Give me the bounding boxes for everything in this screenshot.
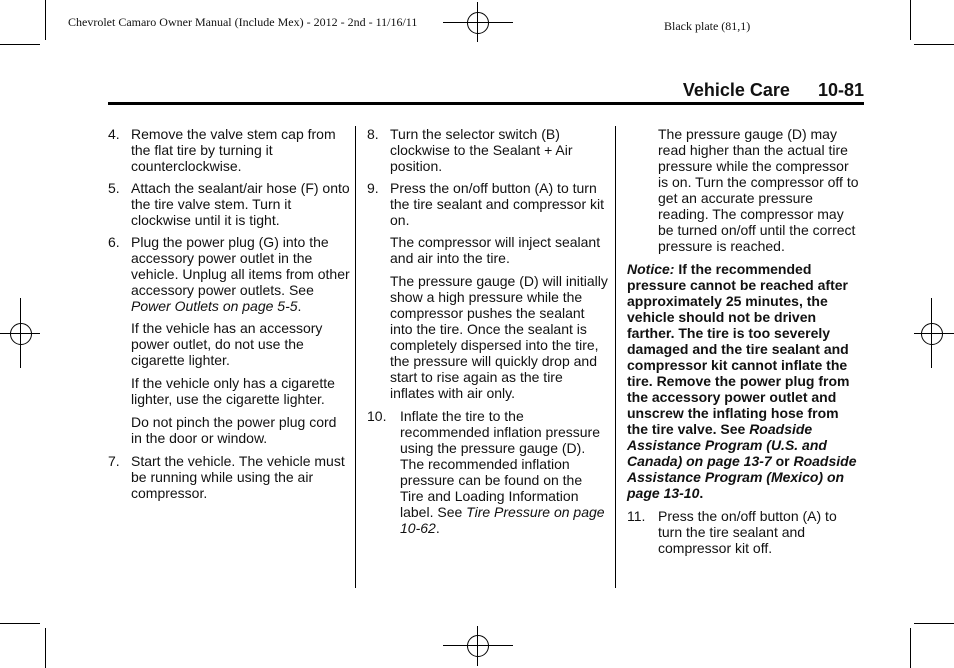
crop-mark [0,44,40,45]
crop-mark [910,0,911,40]
cross-reference-link[interactable]: Roadside Assistance Program (Mexico) on page 13-10 [627,453,857,501]
crop-mark [910,628,911,668]
header-rule [108,102,864,105]
print-header-left: Chevrolet Camaro Owner Manual (Include Mex) - 2012 - 2nd - 11/16/11 [68,15,418,29]
list-item: 4. Remove the valve stem cap from the flat tire by turning it counterclockwise. [108,126,336,174]
page-number: 10-81 [817,80,864,100]
list-item: 8. Turn the selector switch (B) clockwise to the Sealant + Air position. [367,126,573,174]
crop-mark [45,628,46,668]
cross-reference-link[interactable]: Roadside Assistance Program (U.S. and Canada) on page 13-7 [627,421,827,469]
section-title: Vehicle Care [682,80,790,100]
crop-mark [45,0,46,40]
cross-reference-link[interactable]: Power Outlets on page 5-5 [131,298,298,314]
notice: Notice: If the recommended pressure cannot be reached after approximately 25 minutes, the vehicle should not be driven farther. The tire is too severely damaged and the tire sealant and compressor kit cannot inflate the tire. Remove the power plug from the accessory power outlet and unscrew the inflating hose from the tire valve. See Roadside Assistance Program (U.S. and Canada) on page 13-7 or Roadside Assistance Program (Mexico) on page 13-10. [627,261,857,501]
paragraph: Do not pinch the power plug cord in the door or window. [131,414,337,446]
column-3 [627,126,861,562]
paragraph: The compressor will inject sealant and air into the tire. [390,234,601,266]
list-item: 7. Start the vehicle. The vehicle must be running while using the air compressor. [108,453,345,501]
crop-mark [914,623,954,624]
list-item: 5. Attach the sealant/air hose (F) onto the tire valve stem. Turn it clockwise until it is tight. [108,180,350,228]
column-divider [355,126,356,588]
paragraph: The pressure gauge (D) will initially show a high pressure while the compressor pushes the sealant into the tire. Once the sealant is completely dispersed into the tire, the pressure will quickly drop and start to rise again as the tire inflates with air only. [390,273,608,401]
print-header-right: Black plate (81,1) [664,19,751,33]
column-1 [108,126,350,507]
crop-mark [0,623,40,624]
list-item: 10. Inflate the tire to the recommended inflation pressure using the pressure gauge (D). The recommended inflation pressure can be found on the Tire and Loading Information label. See Tire Pressure on page 10-62. [367,408,605,536]
paragraph: If the vehicle only has a cigarette lighter, use the cigarette lighter. [131,375,335,407]
notice-label: Notice: [627,261,675,277]
column-divider [615,126,616,588]
cross-reference-link[interactable]: Tire Pressure on page 10-62 [400,504,605,536]
section-heading [683,80,864,101]
crop-mark [914,44,954,45]
list-item: 11. Press the on/off button (A) to turn the tire sealant and compressor kit off. [627,508,837,556]
paragraph: If the vehicle has an accessory power outlet, do not use the cigarette lighter. [131,320,323,368]
list-item: 9. Press the on/off button (A) to turn the tire sealant and compressor kit on. [367,180,604,228]
column-2 [367,126,609,542]
paragraph: The pressure gauge (D) may read higher than the actual tire pressure while the compressor is on. Turn the compressor off to get an accurate pressure reading. The compressor may be turned on/off until the correct pressure is reached. [658,126,859,254]
list-item: 6. Plug the power plug (G) into the accessory power outlet in the vehicle. Unplug all items from other accessory power outlets. See Power Outlets on page 5-5. [108,234,350,314]
